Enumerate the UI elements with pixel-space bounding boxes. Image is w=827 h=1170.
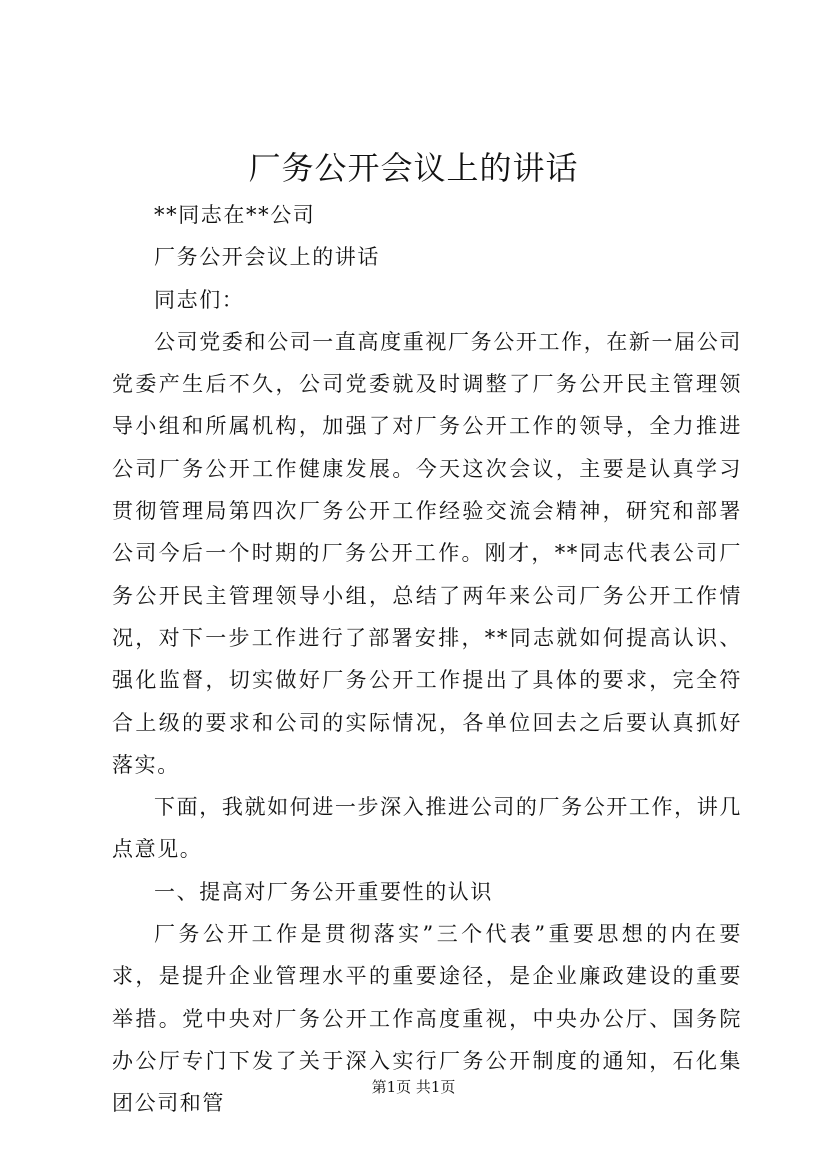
salutation: 同志们： (154, 287, 245, 312)
page-footer: 第1页 共1页 (371, 1078, 456, 1096)
subtitle-line: 厂务公开会议上的讲话 (154, 245, 380, 270)
body-paragraph: 厂务公开工作是贯彻落实”三个代表”重要思想的内在要求，是提升企业管理水平的重要途径，是企业廉政建设的重要举措。党中央对厂务公开工作高度重视，中央办公厅、国务院办公厅专门下发了关于深入实行厂务公开制度的通知，石化集团公司和管 (112, 922, 742, 1116)
body-paragraph: 下面，我就如何进一步深入推进公司的厂务公开工作，讲几点意见。 (112, 795, 742, 862)
body-paragraph: 公司党委和公司一直高度重视厂务公开工作，在新一届公司党委产生后不久，公司党委就及时调整了厂务公开民主管理领导小组和所属机构，加强了对厂务公开工作的领导，全力推进公司厂务公开工作健康发展。今天这次会议，主要是认真学习贯彻管理局第四次厂务公开工作经验交流会精神，研究和部署公司今后一个时期的厂务公开工作。刚才，**同志代表公司厂务公开民主管理领导小组，总结了两年来公司厂务公开工作情况，对下一步工作进行了部署安排，**同志就如何提高认识、强化监督，切实做好厂务公开工作提出了具体的要求，完全符合上级的要求和公司的实际情况，各单位回去之后要认真抓好落实。 (112, 329, 742, 777)
speaker-line: **同志在**公司 (154, 203, 316, 227)
document-title: 厂务公开会议上的讲话 (248, 149, 579, 187)
section-heading: 一、提高对厂务公开重要性的认识 (154, 879, 493, 904)
document-body (112, 194, 742, 1125)
